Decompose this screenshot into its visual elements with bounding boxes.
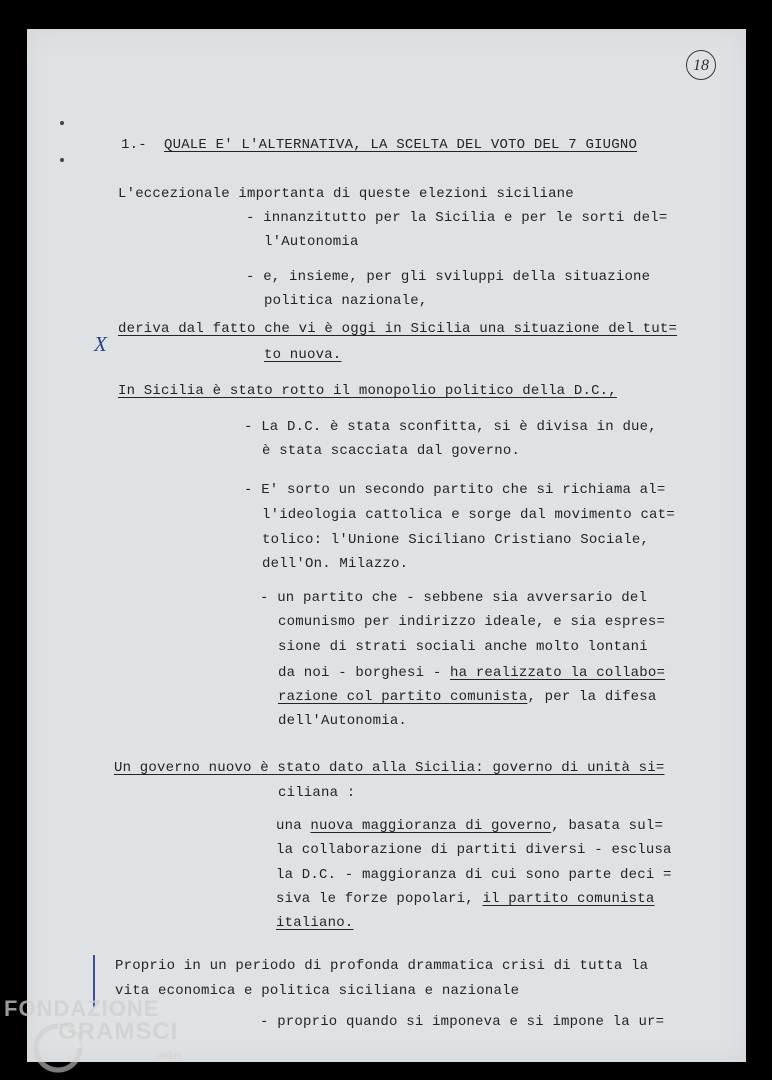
text-line: tolico: l'Unione Siciliano Cristiano Sociale,	[262, 532, 650, 548]
text-segment: da noi - borghesi -	[278, 665, 451, 681]
punch-hole-top	[60, 121, 64, 125]
text-line: vita economica e politica siciliana e nazionale	[115, 983, 520, 999]
text-line: politica nazionale,	[264, 293, 428, 309]
text-line: dell'On. Milazzo.	[262, 556, 409, 572]
text-line: - E' sorto un secondo partito che si richiama al=	[244, 482, 666, 498]
text-segment: , basata sul=	[551, 818, 664, 834]
text-line: - proprio quando si imponeva e si impone la ur=	[260, 1014, 665, 1030]
watermark-logo	[4, 996, 204, 1076]
text-line: - La D.C. è stata sconfitta, si è divisa in due,	[244, 419, 657, 435]
text-line	[276, 817, 663, 835]
text-line: l'ideologia cattolica e sorge dal movimento cat=	[262, 507, 675, 523]
text-line: italiano.	[276, 915, 354, 931]
underlined-phrase: razione col partito comunista	[278, 689, 528, 705]
text-line: Proprio in un periodo di profonda drammatica crisi di tutta la	[115, 958, 649, 974]
text-line: - e, insieme, per gli sviluppi della situazione	[246, 269, 651, 285]
punch-hole-bottom	[60, 158, 64, 162]
page-number-circled: 18	[686, 50, 716, 80]
text-line: deriva dal fatto che vi è oggi in Sicilia una situazione del tut=	[118, 321, 678, 337]
text-line: - un partito che - sebbene sia avversario del	[260, 590, 648, 606]
text-line: In Sicilia è stato rotto il monopolio politico della D.C.,	[118, 383, 617, 399]
text-line: la collaborazione di partiti diversi - esclusa	[276, 842, 672, 858]
text-line: è stata scacciata dal governo.	[262, 443, 521, 459]
watermark-line2: GRAMSCI	[58, 1018, 179, 1045]
underlined-phrase: il partito comunista	[482, 891, 655, 907]
text-segment: una	[276, 818, 311, 834]
text-line	[278, 688, 656, 706]
section-number: 1.-	[121, 137, 147, 153]
text-line	[278, 664, 665, 682]
text-line: sione di strati sociali anche molto lontani	[278, 639, 648, 655]
section-title: QUALE E' L'ALTERNATIVA, LA SCELTA DEL VOTO DEL 7 GIUGNO	[164, 137, 638, 153]
watermark-line1: FONDAZIONE	[4, 996, 160, 1021]
text-line: to nuova.	[264, 347, 342, 363]
text-line: comunismo per indirizzo ideale, e sia espres=	[278, 614, 666, 630]
text-segment: siva le forze popolari,	[276, 891, 483, 907]
underlined-phrase: nuova maggioranza di governo	[310, 818, 552, 834]
text-line	[276, 890, 654, 908]
text-segment: , per la difesa	[527, 689, 657, 705]
text-line: Un governo nuovo è stato dato alla Sicilia: governo di unità si=	[114, 760, 665, 776]
margin-mark-x: X	[94, 332, 107, 356]
text-line: la D.C. - maggioranza di cui sono parte deci =	[276, 867, 672, 883]
text-line: l'Autonomia	[264, 234, 359, 250]
text-line: ciliana :	[278, 785, 356, 801]
text-line: L'eccezionale importanta di queste elezioni siciliane	[118, 186, 574, 202]
text-line: - innanzitutto per la Sicilia e per le sorti del=	[246, 210, 668, 226]
underlined-phrase: ha realizzato la collabo=	[450, 665, 666, 681]
watermark-line3: onlus	[156, 1050, 183, 1062]
text-line: dell'Autonomia.	[278, 713, 408, 729]
